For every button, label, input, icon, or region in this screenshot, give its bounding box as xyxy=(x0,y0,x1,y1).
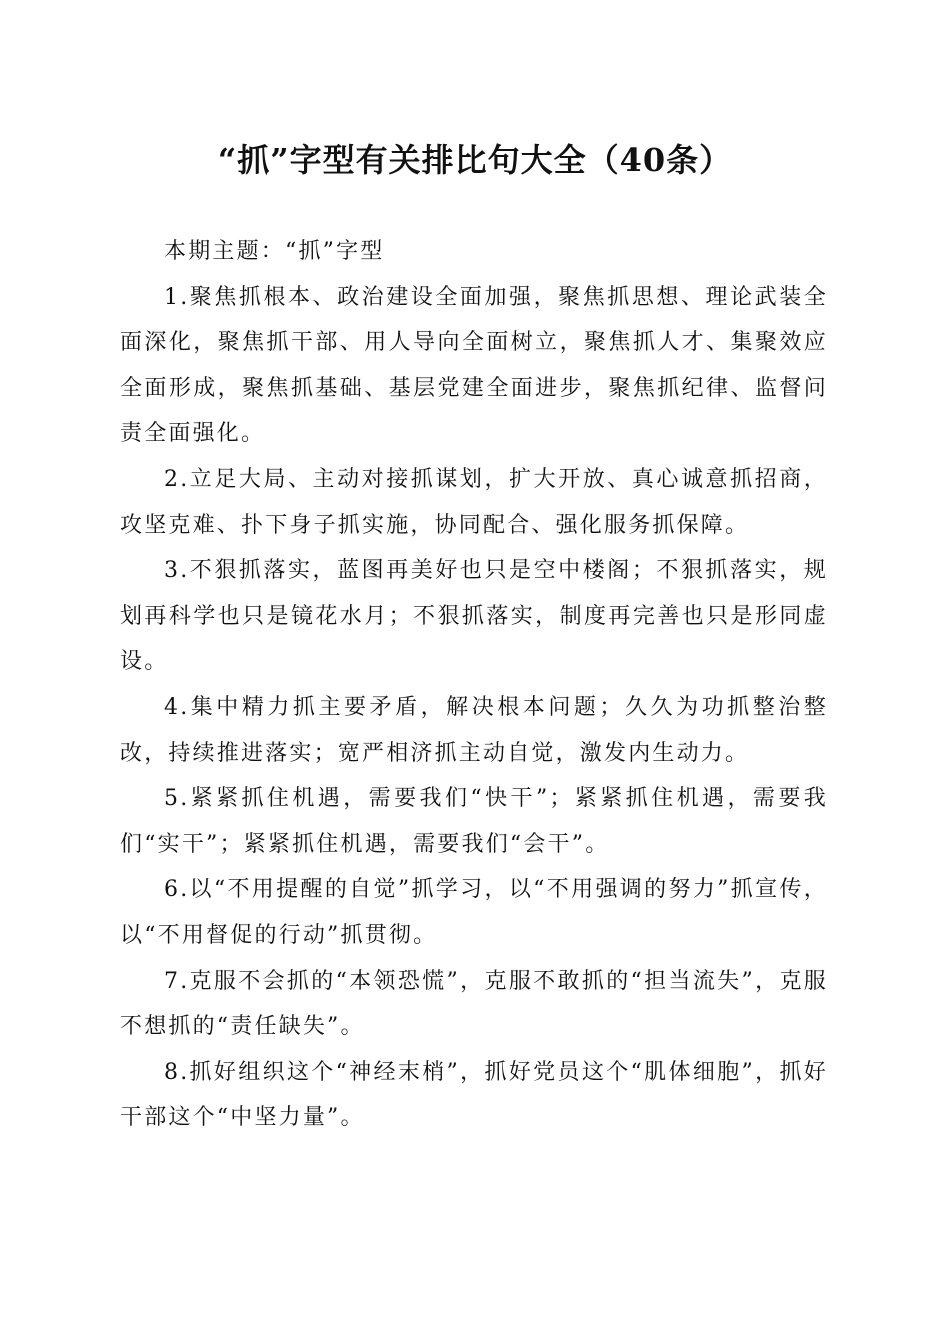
document-body xyxy=(120,229,828,1141)
paragraph-3: 3.不狠抓落实，蓝图再美好也只是空中楼阁；不狠抓落实，规划再科学也只是镜花水月；不狠抓落实，制度再完善也只是形同虚设。 xyxy=(120,558,828,675)
paragraph-2: 2.立足大局、主动对接抓谋划，扩大开放、真心诚意抓招商，攻坚克难、扑下身子抓实施，协同配合、强化服务抓保障。 xyxy=(120,466,828,538)
paragraph-7: 7.克服不会抓的“本领恐慌”，克服不敢抓的“担当流失”，克服不想抓的“责任缺失”。 xyxy=(120,968,828,1040)
paragraph-5: 5.紧紧抓住机遇，需要我们“快干”；紧紧抓住机遇，需要我们“实干”；紧紧抓住机遇，需要我们“会干”。 xyxy=(120,786,828,857)
subject-line: 本期主题：“抓”字型 xyxy=(164,239,385,264)
paragraph-1: 1.聚焦抓根本、政治建设全面加强，聚焦抓思想、理论武装全面深化，聚焦抓干部、用人导向全面树立，聚焦抓人才、集聚效应全面形成，聚焦抓基础、基层党建全面进步，聚焦抓纪律、监督问责全面强化。 xyxy=(120,284,828,447)
document-title: “抓”字型有关排比句大全（40条） xyxy=(217,141,733,179)
paragraph-4: 4.集中精力抓主要矛盾，解决根本问题；久久为功抓整治整改，持续推进落实；宽严相济抓主动自觉，激发内生动力。 xyxy=(120,694,828,766)
paragraph-8: 8.抓好组织这个“神经末梢”，抓好党员这个“肌体细胞”，抓好干部这个“中坚力量”。 xyxy=(120,1059,828,1131)
paragraph-6: 6.以“不用提醒的自觉”抓学习，以“不用强调的努力”抓宣传，以“不用督促的行动”抓贯彻。 xyxy=(120,877,828,948)
